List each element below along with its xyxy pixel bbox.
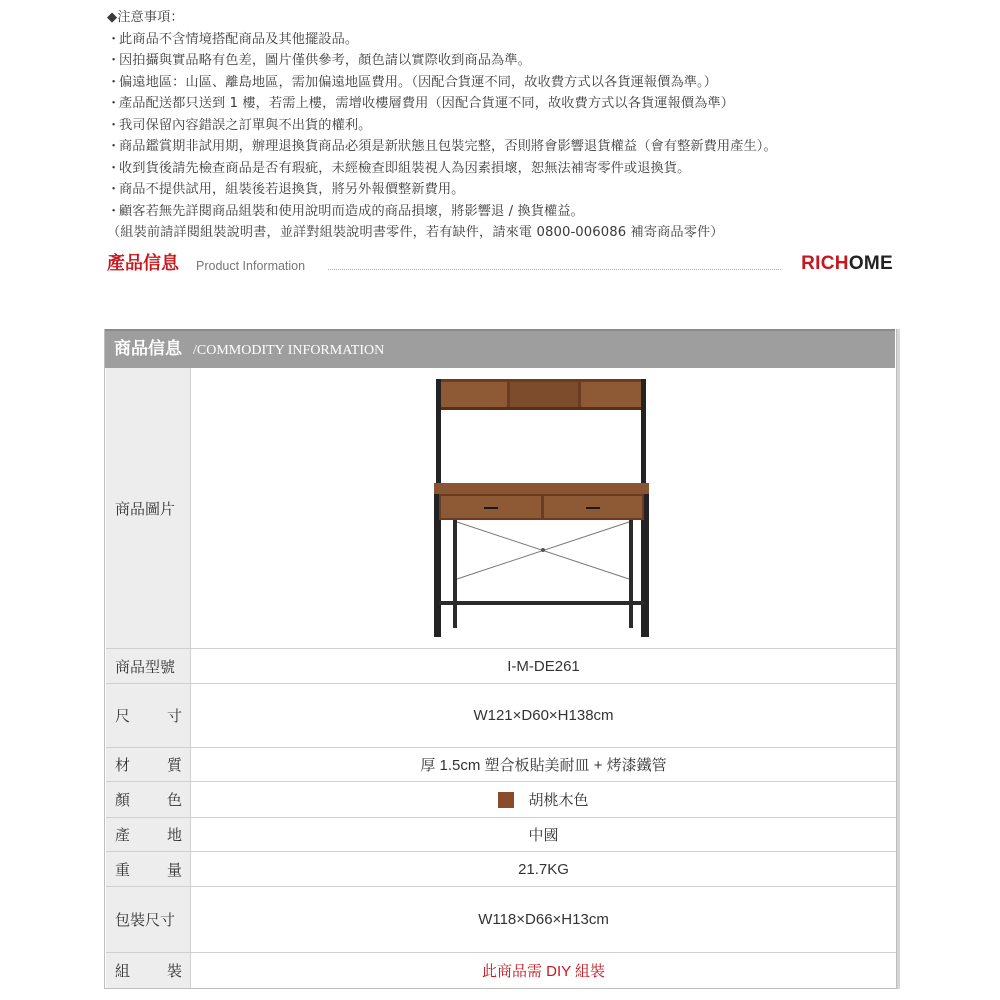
color-swatch bbox=[498, 792, 514, 808]
brand-logo bbox=[801, 250, 893, 278]
value-weight: 21.7KG bbox=[518, 860, 569, 878]
product-info-title: 產品信息 bbox=[107, 253, 179, 274]
label-size-b: 寸 bbox=[166, 707, 182, 725]
product-image bbox=[191, 368, 896, 648]
label-model: 商品型號 bbox=[106, 649, 191, 683]
label-weight-b: 量 bbox=[166, 860, 182, 879]
label-material bbox=[106, 748, 191, 781]
product-info-subtitle: Product Information bbox=[196, 259, 306, 273]
desk-leg-right bbox=[644, 494, 649, 637]
notes-item bbox=[107, 115, 987, 137]
label-color bbox=[106, 782, 191, 817]
notes-item-text: 收到貨後請先檢查商品是否有瑕疵，未經檢查即組裝視人為因素損壞，恕無法補寄零件或退換貨。 bbox=[119, 160, 691, 176]
row-origin bbox=[106, 818, 896, 852]
notes-item-text: 顧客若無先詳閱商品組裝和使用說明而造成的商品損壞，將影響退 / 換貨權益。 bbox=[119, 203, 584, 219]
row-model bbox=[106, 649, 896, 684]
label-color-b: 色 bbox=[166, 791, 182, 809]
desk-leg-left bbox=[434, 494, 439, 637]
row-assembly bbox=[106, 953, 896, 988]
value-assembly: 此商品需 DIY 組裝 bbox=[481, 963, 606, 980]
label-weight bbox=[106, 852, 191, 886]
notes-item bbox=[107, 50, 987, 72]
commodity-table bbox=[104, 329, 897, 989]
bullet-icon: ・ bbox=[107, 203, 121, 219]
row-weight bbox=[106, 852, 896, 887]
table-header-title: 商品信息 bbox=[114, 339, 182, 359]
table-header-subtitle: /COMMODITY INFORMATION bbox=[193, 343, 385, 358]
notes-item bbox=[107, 158, 987, 180]
label-size bbox=[106, 684, 191, 747]
bullet-icon: ・ bbox=[107, 139, 121, 154]
row-size bbox=[106, 684, 896, 748]
notes-item-text: 我司保留內容錯誤之訂單與不出貨的權利。 bbox=[119, 117, 372, 133]
label-assembly bbox=[106, 953, 191, 988]
desk-top bbox=[434, 483, 649, 494]
table-shadow bbox=[897, 329, 900, 989]
brand-logo-rich: RICH bbox=[801, 253, 849, 274]
row-material bbox=[106, 748, 896, 782]
value-size: W121×D60×H138cm bbox=[473, 707, 614, 724]
notes-item bbox=[107, 29, 987, 51]
product-info-header bbox=[107, 250, 893, 278]
label-product-image: 商品圖片 bbox=[106, 368, 191, 648]
bullet-icon: ・ bbox=[107, 182, 121, 197]
notes-item-text: 商品不提供試用，組裝後若退換貨，將另外報價整新費用。 bbox=[119, 182, 465, 197]
bullet-icon: ・ bbox=[107, 74, 121, 90]
label-color-a: 顏 bbox=[115, 791, 131, 809]
value-material: 厚 1.5cm 塑合板貼美耐皿 + 烤漆鐵管 bbox=[420, 757, 667, 774]
notes-title: ◆注意事項： bbox=[107, 10, 184, 25]
bullet-icon: ・ bbox=[107, 160, 121, 176]
label-package: 包裝尺寸 bbox=[106, 887, 191, 952]
label-size-a: 尺 bbox=[115, 707, 131, 725]
label-origin-b: 地 bbox=[166, 826, 182, 844]
notes-item bbox=[107, 93, 987, 115]
label-material-a: 材 bbox=[115, 756, 131, 774]
dotted-divider bbox=[328, 269, 781, 270]
notes-item bbox=[107, 136, 987, 158]
value-color bbox=[191, 782, 896, 817]
desk-footrest bbox=[439, 601, 644, 605]
row-color bbox=[106, 782, 896, 818]
desk-illustration bbox=[429, 377, 659, 639]
notes-item-text: 產品配送都只送到 1 樓，若需上樓，需增收樓層費用（因配合貨運不同，故收費方式以各貨運報價為準） bbox=[119, 96, 735, 111]
notes-footer: （組裝前請詳閱組裝說明書，並詳對組裝說明書零件，若有缺件，請來電 0800-006086 補寄商品零件） bbox=[107, 225, 724, 240]
value-package: W118×D66×H13cm bbox=[478, 911, 609, 928]
table-header bbox=[105, 329, 895, 368]
value-model: I-M-DE261 bbox=[507, 657, 580, 675]
color-name: 胡桃木色 bbox=[528, 792, 589, 809]
bullet-icon: ・ bbox=[107, 96, 121, 111]
label-material-b: 質 bbox=[166, 756, 182, 774]
row-package bbox=[106, 887, 896, 953]
notes-section bbox=[107, 7, 987, 244]
value-origin: 中國 bbox=[528, 827, 559, 844]
notes-item-text: 此商品不含情境搭配商品及其他擺設品。 bbox=[119, 31, 359, 47]
notes-item-text: 偏遠地區：山區、離島地區，需加偏遠地區費用。（因配合貨運不同，故收費方式以各貨運報價為準。） bbox=[119, 74, 718, 90]
label-origin bbox=[106, 818, 191, 851]
label-origin-a: 產 bbox=[115, 826, 131, 844]
label-assembly-b: 裝 bbox=[166, 962, 182, 980]
notes-item bbox=[107, 201, 987, 223]
notes-item bbox=[107, 179, 987, 201]
bullet-icon: ・ bbox=[107, 117, 121, 133]
bullet-icon: ・ bbox=[107, 53, 121, 68]
row-product-image bbox=[106, 368, 896, 649]
notes-item bbox=[107, 72, 987, 94]
bullet-icon: ・ bbox=[107, 31, 121, 47]
notes-item-text: 商品鑑賞期非試用期，辦理退換貨商品必須是新狀態且包裝完整，否則將會影響退貨權益（會有整新費用產生）。 bbox=[119, 139, 777, 154]
notes-item-text: 因拍攝與實品略有色差，圖片僅供參考，顏色請以實際收到商品為準。 bbox=[119, 53, 531, 68]
label-assembly-a: 組 bbox=[115, 962, 131, 980]
label-weight-a: 重 bbox=[115, 860, 131, 879]
brand-logo-home: OME bbox=[848, 253, 893, 274]
